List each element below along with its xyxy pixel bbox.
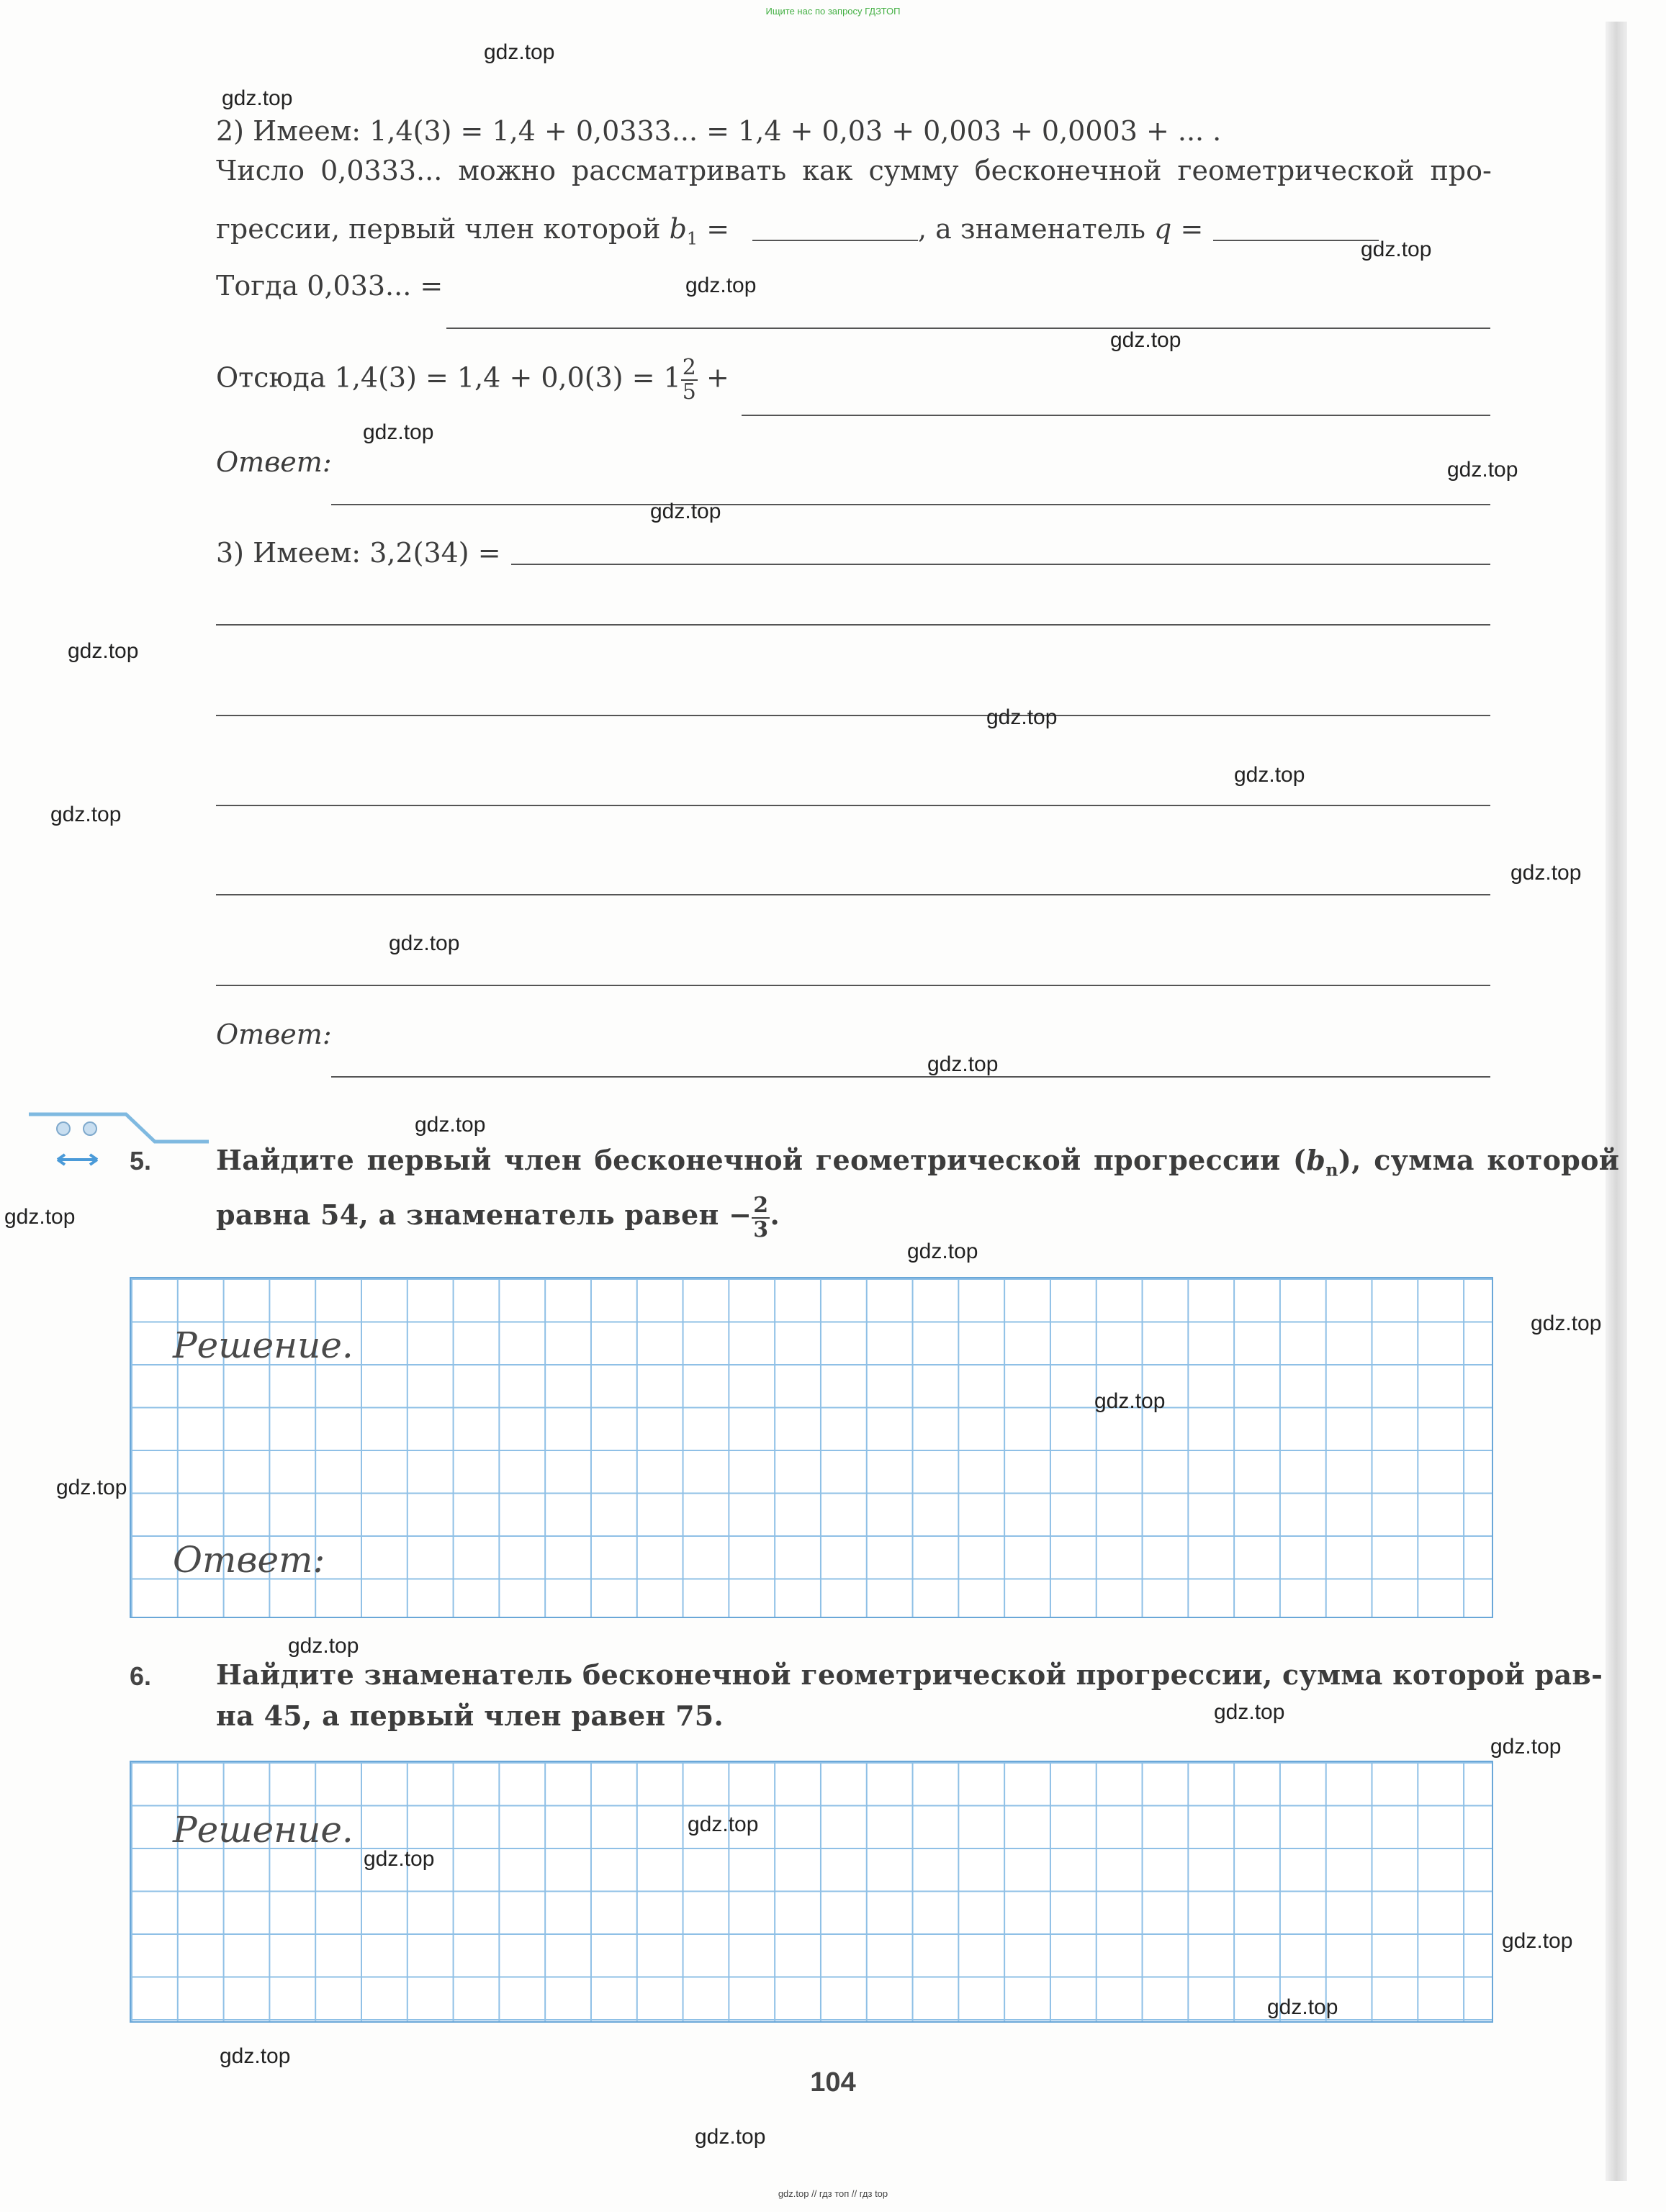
watermark: gdz.top	[986, 705, 1058, 729]
task5-solution-label: Решение.	[173, 1324, 354, 1366]
part3-line1: 3) Имеем: 3,2(34) =	[216, 537, 501, 569]
watermark: gdz.top	[1502, 1929, 1573, 1953]
watermark: gdz.top	[1214, 1700, 1285, 1724]
watermark: gdz.top	[363, 420, 434, 444]
part2-line1: 2) Имеем: 1,4(3) = 1,4 + 0,0333... = 1,4 + 0,03 + 0,003 + 0,0003 + ... .	[216, 115, 1222, 147]
task5-line1	[216, 1137, 1619, 1193]
watermark: gdz.top	[56, 1476, 127, 1499]
task6-solution-label: Решение.	[173, 1809, 354, 1851]
watermark: gdz.top	[222, 86, 293, 110]
b1-subscript: 1	[686, 228, 698, 249]
part2-answer-label: Ответ:	[216, 446, 332, 478]
watermark: gdz.top	[389, 931, 460, 955]
watermark: gdz.top	[1490, 1735, 1562, 1759]
task5-answer-label: Ответ:	[173, 1539, 325, 1581]
tab-marker-dot-1	[57, 1122, 70, 1135]
part2-line4: Тогда 0,033... =	[216, 270, 443, 302]
watermark: gdz.top	[650, 500, 721, 523]
part3-blank-3[interactable]	[216, 715, 1490, 716]
b1-answer-blank[interactable]	[752, 240, 918, 241]
part3-blank-2[interactable]	[216, 624, 1490, 626]
watermark: gdz.top	[288, 1634, 359, 1658]
task5-line2	[216, 1192, 780, 1242]
fraction-numerator: 2	[753, 1192, 769, 1218]
task5-number: 5.	[130, 1146, 152, 1175]
watermark: gdz.top	[1447, 458, 1518, 482]
double-arrow-icon	[58, 1155, 97, 1165]
tab-marker-dot-2	[84, 1122, 96, 1135]
fraction-2-5	[681, 356, 698, 404]
part3-blank-6[interactable]	[216, 985, 1490, 986]
fraction-denominator: 5	[682, 379, 696, 405]
fraction-2-3	[752, 1194, 770, 1242]
watermark: gdz.top	[1110, 328, 1181, 352]
part2-line3-text-c: , а знаменатель	[918, 213, 1155, 245]
watermark: gdz.top	[695, 2125, 766, 2149]
sum-answer-blank[interactable]	[446, 328, 1490, 329]
bn-symbol: b	[1306, 1144, 1326, 1176]
part3-answer-label: Ответ:	[216, 1019, 332, 1050]
watermark: gdz.top	[364, 1847, 435, 1871]
part2-line5-text-a: Отсюда 1,4(3) = 1,4 + 0,0(3) = 1	[216, 361, 681, 394]
page-edge-shadow	[1606, 22, 1627, 2181]
watermark: gdz.top	[220, 2044, 291, 2068]
task5-text2b: .	[770, 1198, 780, 1231]
watermark: gdz.top	[1361, 238, 1432, 261]
watermark: gdz.top	[4, 1205, 76, 1229]
part3-answer-blank[interactable]	[331, 1076, 1490, 1078]
watermark: gdz.top	[1267, 1995, 1338, 2019]
part3-blank-1[interactable]	[511, 564, 1490, 565]
q-symbol: q	[1154, 213, 1172, 245]
watermark: gdz.top	[50, 803, 122, 826]
watermark: gdz.top	[1094, 1389, 1166, 1413]
watermark: gdz.top	[1531, 1312, 1602, 1335]
bn-subscript: n	[1325, 1159, 1338, 1181]
part2-answer-blank[interactable]	[331, 504, 1490, 505]
watermark: gdz.top	[1510, 861, 1582, 885]
part2-line3-text-a: грессии, первый член которой	[216, 213, 670, 245]
tab-marker-line	[29, 1114, 209, 1142]
part2-line5-text-b: +	[697, 361, 729, 394]
task5-text2: равна 54, а знаменатель равен −	[216, 1198, 752, 1231]
part2-line3-cont	[918, 213, 1203, 245]
fraction-numerator: 2	[682, 355, 696, 380]
task5-text1: Найдите первый член бесконечной геометрической прогрессии (	[216, 1144, 1307, 1176]
q-answer-blank[interactable]	[1213, 240, 1379, 241]
watermark: gdz.top	[484, 40, 555, 64]
header-note: Ищите нас по запросу ГДЗТОП	[765, 6, 901, 17]
task6-number: 6.	[130, 1661, 152, 1691]
part2-line5	[216, 356, 729, 404]
part2-line2: Число 0,0333... можно рассматривать как сумму бесконечной геометрической про-	[216, 155, 1492, 186]
page-number: 104	[810, 2067, 856, 2098]
task6-line1: Найдите знаменатель бесконечной геометрической прогрессии, сумма которой рав-	[216, 1658, 1603, 1691]
b1-symbol: b	[669, 213, 687, 245]
watermark: gdz.top	[688, 1813, 759, 1836]
watermark: gdz.top	[927, 1052, 999, 1076]
footer-note: gdz.top // гдз топ // гдз top	[778, 2188, 888, 2199]
part3-blank-4[interactable]	[216, 805, 1490, 806]
part3-blank-5[interactable]	[216, 894, 1490, 895]
section-tab-marker	[29, 1107, 209, 1172]
watermark: gdz.top	[907, 1240, 978, 1263]
part2-line3	[216, 213, 729, 249]
task6-answer-grid[interactable]	[130, 1761, 1493, 2023]
part2-line3-text-d: =	[1171, 213, 1204, 245]
watermark: gdz.top	[415, 1113, 486, 1137]
watermark: gdz.top	[1234, 763, 1305, 787]
fraction-denominator: 3	[753, 1216, 769, 1242]
part2-line3-eq: =	[698, 213, 730, 245]
task5-text1b: ), сумма которой	[1338, 1144, 1620, 1176]
result-answer-blank[interactable]	[742, 415, 1490, 416]
task6-line2: на 45, а первый член равен 75.	[216, 1699, 724, 1732]
watermark: gdz.top	[685, 274, 757, 297]
watermark: gdz.top	[68, 639, 139, 663]
